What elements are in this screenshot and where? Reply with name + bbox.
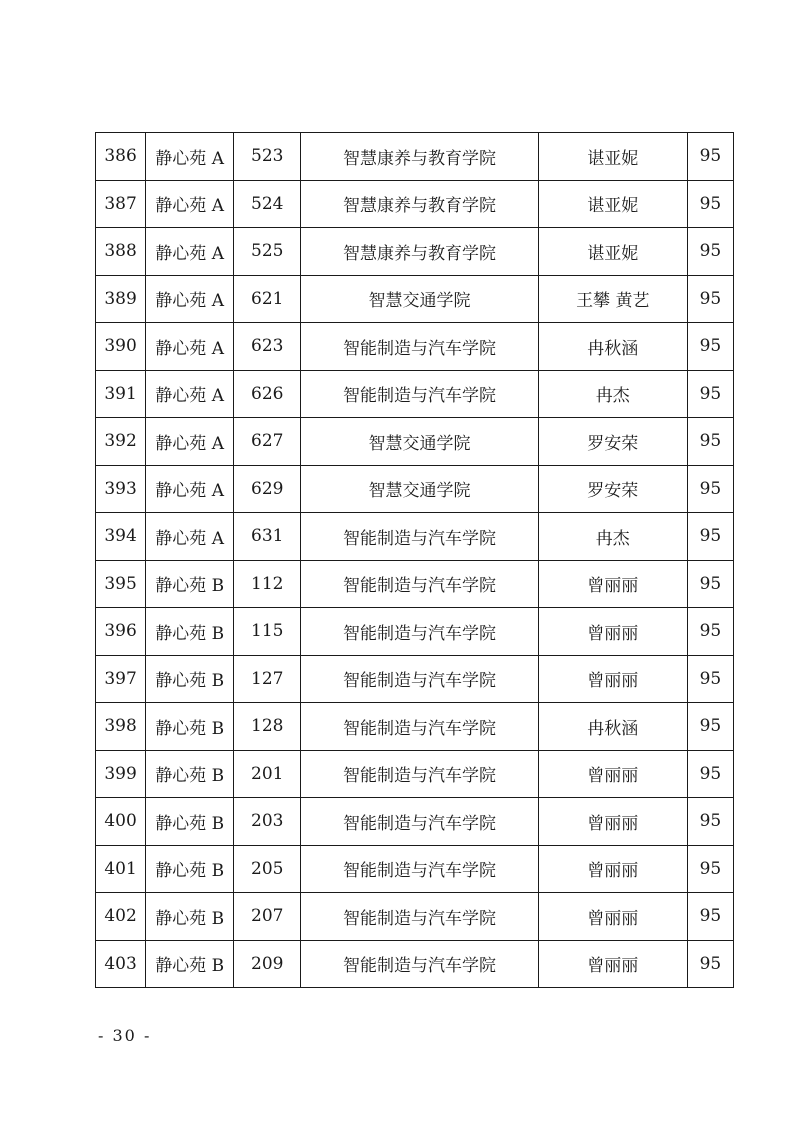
- building-cell: 静心苑 B: [146, 893, 234, 941]
- building-cell: 静心苑 B: [146, 560, 234, 608]
- responsible-person-cell: 冉杰: [538, 370, 687, 418]
- responsible-person-cell: 谌亚妮: [538, 228, 687, 276]
- building-cell: 静心苑 B: [146, 655, 234, 703]
- table-row: [96, 180, 734, 228]
- building-cell: 静心苑 B: [146, 703, 234, 751]
- score-cell: 95: [687, 370, 733, 418]
- room-cell: 127: [234, 655, 301, 703]
- room-cell: 621: [234, 275, 301, 323]
- room-cell: 112: [234, 560, 301, 608]
- room-cell: 207: [234, 893, 301, 941]
- room-cell: 203: [234, 798, 301, 846]
- room-cell: 115: [234, 608, 301, 656]
- table-row: [96, 370, 734, 418]
- responsible-person-cell: 谌亚妮: [538, 133, 687, 181]
- table-row: [96, 845, 734, 893]
- responsible-person-cell: 曾丽丽: [538, 893, 687, 941]
- row-number-cell: 393: [96, 465, 146, 513]
- score-cell: 95: [687, 275, 733, 323]
- responsible-person-cell: 曾丽丽: [538, 798, 687, 846]
- college-cell: 智慧交通学院: [301, 418, 538, 466]
- table-row: [96, 323, 734, 371]
- row-number-cell: 398: [96, 703, 146, 751]
- building-cell: 静心苑 B: [146, 750, 234, 798]
- row-number-cell: 396: [96, 608, 146, 656]
- responsible-person-cell: 谌亚妮: [538, 180, 687, 228]
- page-number: - 30 -: [98, 1026, 152, 1045]
- building-cell: 静心苑 A: [146, 228, 234, 276]
- score-cell: 95: [687, 513, 733, 561]
- score-cell: 95: [687, 228, 733, 276]
- score-cell: 95: [687, 655, 733, 703]
- room-cell: 201: [234, 750, 301, 798]
- dormitory-score-table: [95, 132, 734, 988]
- table-row: [96, 275, 734, 323]
- score-cell: 95: [687, 418, 733, 466]
- building-cell: 静心苑 A: [146, 133, 234, 181]
- college-cell: 智能制造与汽车学院: [301, 940, 538, 988]
- college-cell: 智能制造与汽车学院: [301, 560, 538, 608]
- building-cell: 静心苑 B: [146, 608, 234, 656]
- score-cell: 95: [687, 703, 733, 751]
- building-cell: 静心苑 A: [146, 180, 234, 228]
- responsible-person-cell: 冉杰: [538, 513, 687, 561]
- table-row: [96, 418, 734, 466]
- college-cell: 智能制造与汽车学院: [301, 798, 538, 846]
- building-cell: 静心苑 A: [146, 465, 234, 513]
- table-row: [96, 655, 734, 703]
- room-cell: 627: [234, 418, 301, 466]
- building-cell: 静心苑 B: [146, 845, 234, 893]
- row-number-cell: 395: [96, 560, 146, 608]
- room-cell: 629: [234, 465, 301, 513]
- row-number-cell: 386: [96, 133, 146, 181]
- score-cell: 95: [687, 180, 733, 228]
- score-cell: 95: [687, 465, 733, 513]
- college-cell: 智能制造与汽车学院: [301, 370, 538, 418]
- table-row: [96, 560, 734, 608]
- room-cell: 128: [234, 703, 301, 751]
- score-cell: 95: [687, 608, 733, 656]
- room-cell: 209: [234, 940, 301, 988]
- score-cell: 95: [687, 893, 733, 941]
- table-row: [96, 608, 734, 656]
- responsible-person-cell: 冉秋涵: [538, 323, 687, 371]
- score-cell: 95: [687, 798, 733, 846]
- row-number-cell: 391: [96, 370, 146, 418]
- building-cell: 静心苑 A: [146, 370, 234, 418]
- row-number-cell: 402: [96, 893, 146, 941]
- building-cell: 静心苑 A: [146, 513, 234, 561]
- responsible-person-cell: 曾丽丽: [538, 655, 687, 703]
- building-cell: 静心苑 B: [146, 940, 234, 988]
- responsible-person-cell: 曾丽丽: [538, 940, 687, 988]
- college-cell: 智能制造与汽车学院: [301, 845, 538, 893]
- room-cell: 525: [234, 228, 301, 276]
- row-number-cell: 394: [96, 513, 146, 561]
- row-number-cell: 400: [96, 798, 146, 846]
- responsible-person-cell: 曾丽丽: [538, 608, 687, 656]
- row-number-cell: 399: [96, 750, 146, 798]
- college-cell: 智能制造与汽车学院: [301, 608, 538, 656]
- table-row: [96, 465, 734, 513]
- room-cell: 623: [234, 323, 301, 371]
- table-row: [96, 798, 734, 846]
- college-cell: 智慧交通学院: [301, 465, 538, 513]
- responsible-person-cell: 冉秋涵: [538, 703, 687, 751]
- score-cell: 95: [687, 845, 733, 893]
- row-number-cell: 401: [96, 845, 146, 893]
- table-row: [96, 940, 734, 988]
- college-cell: 智慧康养与教育学院: [301, 133, 538, 181]
- score-cell: 95: [687, 750, 733, 798]
- college-cell: 智能制造与汽车学院: [301, 323, 538, 371]
- building-cell: 静心苑 B: [146, 798, 234, 846]
- college-cell: 智能制造与汽车学院: [301, 893, 538, 941]
- responsible-person-cell: 曾丽丽: [538, 560, 687, 608]
- responsible-person-cell: 罗安荣: [538, 418, 687, 466]
- row-number-cell: 390: [96, 323, 146, 371]
- table-row: [96, 893, 734, 941]
- score-cell: 95: [687, 133, 733, 181]
- responsible-person-cell: 曾丽丽: [538, 845, 687, 893]
- college-cell: 智能制造与汽车学院: [301, 513, 538, 561]
- college-cell: 智能制造与汽车学院: [301, 703, 538, 751]
- room-cell: 523: [234, 133, 301, 181]
- building-cell: 静心苑 A: [146, 323, 234, 371]
- building-cell: 静心苑 A: [146, 275, 234, 323]
- table-row: [96, 228, 734, 276]
- score-cell: 95: [687, 323, 733, 371]
- college-cell: 智慧康养与教育学院: [301, 180, 538, 228]
- building-cell: 静心苑 A: [146, 418, 234, 466]
- college-cell: 智能制造与汽车学院: [301, 750, 538, 798]
- room-cell: 631: [234, 513, 301, 561]
- college-cell: 智慧康养与教育学院: [301, 228, 538, 276]
- score-cell: 95: [687, 560, 733, 608]
- responsible-person-cell: 王攀 黄艺: [538, 275, 687, 323]
- row-number-cell: 388: [96, 228, 146, 276]
- table-body: [96, 133, 734, 988]
- room-cell: 626: [234, 370, 301, 418]
- responsible-person-cell: 罗安荣: [538, 465, 687, 513]
- room-cell: 205: [234, 845, 301, 893]
- table-row: [96, 513, 734, 561]
- college-cell: 智能制造与汽车学院: [301, 655, 538, 703]
- responsible-person-cell: 曾丽丽: [538, 750, 687, 798]
- table-row: [96, 133, 734, 181]
- row-number-cell: 397: [96, 655, 146, 703]
- score-cell: 95: [687, 940, 733, 988]
- row-number-cell: 389: [96, 275, 146, 323]
- table-row: [96, 750, 734, 798]
- table-row: [96, 703, 734, 751]
- college-cell: 智慧交通学院: [301, 275, 538, 323]
- room-cell: 524: [234, 180, 301, 228]
- row-number-cell: 403: [96, 940, 146, 988]
- row-number-cell: 392: [96, 418, 146, 466]
- row-number-cell: 387: [96, 180, 146, 228]
